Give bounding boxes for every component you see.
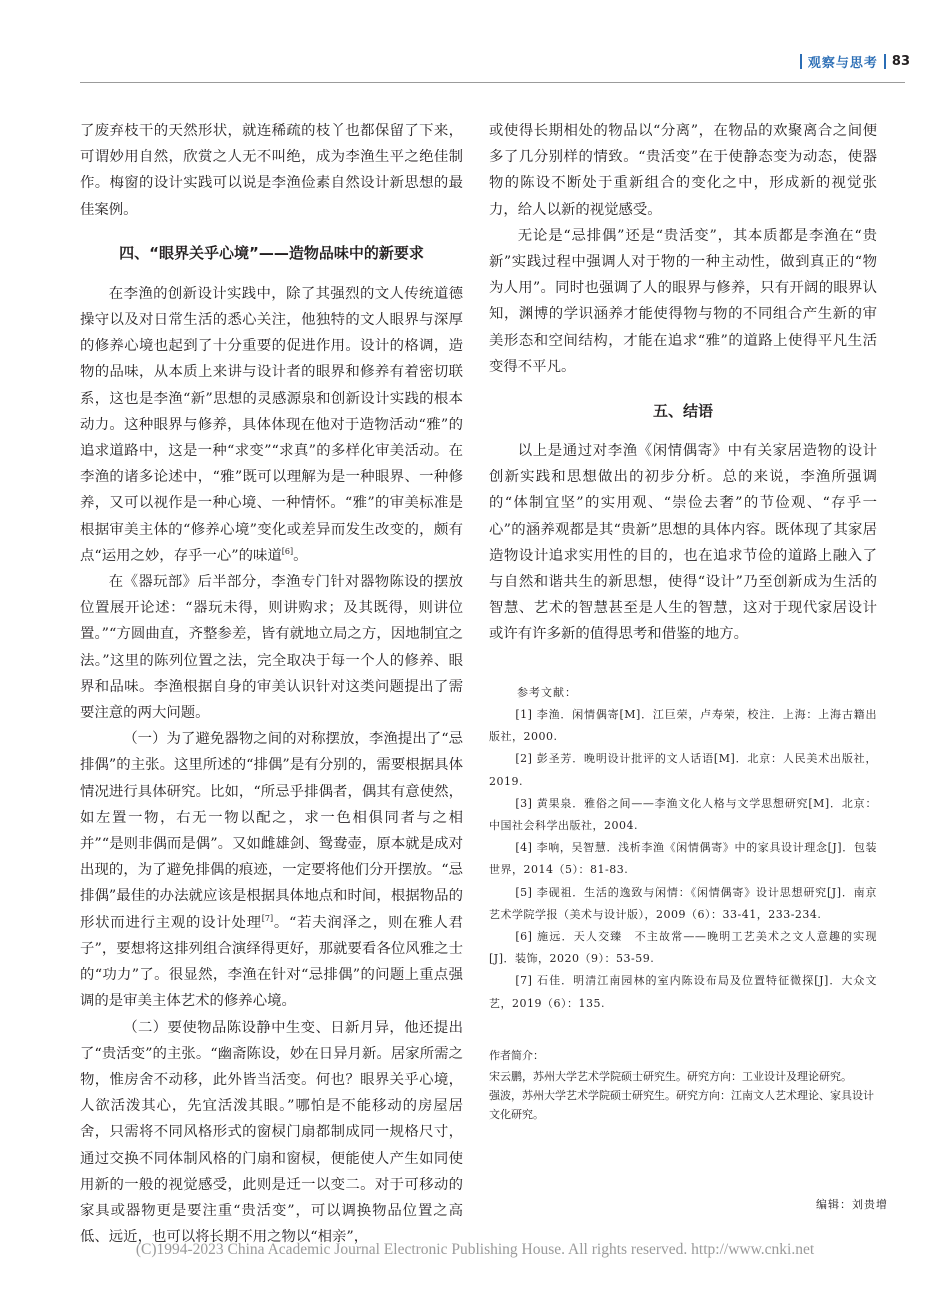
author-profile — [489, 1045, 881, 1124]
left-column — [80, 118, 463, 1250]
header-rule — [80, 82, 905, 83]
header-divider — [800, 54, 802, 69]
section-heading: 五、结语 — [652, 402, 713, 421]
citation-ref: [6] — [281, 547, 294, 557]
section-heading: 四、“眼界关乎心境”——造物品味中的新要求 — [119, 243, 424, 262]
author-profile-title: 作者简介： — [489, 1049, 544, 1062]
reference-item: [7] 石佳．明清江南园林的室内陈设布局及位置特征微探[J]．大众文艺，2019（6）：135. — [489, 974, 877, 1010]
reference-item: [4] 李响，吴智慧．浅析李渔《闲情偶寄》中的家具设计理念[J]．包装世界，2014（5）：81-83. — [489, 841, 877, 877]
body-paragraph: 或使得长期相处的物品以“分离”，在物品的欢聚离合之间便多了几分别样的情致。“贵活变”在于使静态变为动态，使器物的陈设不断处于重新组合的变化之中，形成新的视觉张力，给人以新的视觉感受。 — [489, 123, 877, 218]
journal-section-title: 观察与思考 — [807, 55, 878, 71]
right-column — [489, 118, 877, 648]
body-paragraph: 无论是“忌排偶”还是“贵活变”，其本质都是李渔在“贵新”实践过程中强调人对于物的一种主动性，做到真正的“物为人用”。同时也强调了人的眼界与修养，只有开阔的眼界认知，渊博的学识涵养才能使得物与物的不同组合产生新的审美形态和空间结构，才能在追求“雅”的道路上使得平凡生活变得不平凡。 — [489, 227, 877, 375]
reference-item: [3] 黄果泉．雅俗之间——李渔文化人格与文学思想研究[M]．北京：中国社会科学出版社，2004. — [489, 796, 877, 833]
author-entry: 强波，苏州大学艺术学院硕士研究生。研究方向：江南文人艺术理论、家具设计文化研究。 — [489, 1089, 874, 1121]
references — [489, 684, 877, 1015]
reference-item: [5] 李砚祖．生活的逸致与闲情：《闲情偶寄》设计思想研究[J]．南京艺术学院学报（美术与设计版），2009（6）：33-41，233-234. — [489, 885, 877, 921]
body-paragraph: 在李渔的创新设计实践中，除了其强烈的文人传统道德操守以及对日常生活的悉心关注，他独特的文人眼界与深厚的修养心境也起到了十分重要的促进作用。设计的格调，造物的品味，从本质上来讲与设计者的眼界和修养有着密切联系，这也是李渔“新”思想的灵感源泉和创新设计实践的根本动力。这种眼界与修养，具体体现在他对于造物活动“雅”的追求道路中，这是一种“求变”“求真”的多样化审美活动。在李渔的诸多论述中，“雅”既可以理解为是一种眼界、一种修养，又可以视作是一种心境、一种情怀。“雅”的审美标准是根据审美主体的“修养心境”变化或差异而发生改变的，颇有点“运用之妙，存乎一心”的味道[6]。 — [80, 285, 463, 564]
author-entry: 宋云鹏，苏州大学艺术学院硕士研究生。研究方向：工业设计及理论研究。 — [489, 1070, 852, 1083]
running-header — [800, 50, 910, 72]
body-paragraph: 了废弃枝干的天然形状，就连稀疏的枝丫也都保留了下来，可谓妙用自然，欣赏之人无不叫绝，成为李渔生平之绝佳制作。梅窗的设计实践可以说是李渔俭素自然设计新思想的最佳案例。 — [80, 123, 463, 218]
body-paragraph: 以上是通过对李渔《闲情偶寄》中有关家居造物的设计创新实践和思想做出的初步分析。总的来说，李渔所强调的“体制宜坚”的实用观、“崇俭去奢”的节俭观、“存乎一心”的涵养观都是其“贵新”思想的具体内容。既体现了其家居造物设计追求实用性的目的，也在追求节俭的道路上融入了与自然和谐共生的新思想，使得“设计”乃至创新成为生活的智慧、艺术的智慧甚至是人生的智慧，这对于现代家居设计或许有许多新的值得思考和借鉴的地方。 — [489, 443, 877, 643]
body-paragraph: 在《器玩部》后半部分，李渔专门针对器物陈设的摆放位置展开论述：“器玩未得，则讲购求；及其既得，则讲位置。”“方圆曲直，齐整参差，皆有就地立局之方，因地制宜之法。”这里的陈列位置之法，完全取决于每一个人的修养、眼界和品味。李渔根据自身的审美认识针对这类问题提出了需要注意的两大问题。 — [80, 574, 463, 722]
copyright-watermark: (C)1994-2023 China Academic Journal Electronic Publishing House. All rights reserved. http://www.cnki.net — [135, 1241, 815, 1258]
body-paragraph: （一）为了避免器物之间的对称摆放，李渔提出了“忌排偶”的主张。这里所述的“排偶”是有分别的，需要根据具体情况进行具体研究。比如，“所忌乎排偶者，偶其有意使然，如左置一物，右无一物以配之，求一色相俱同者与之相并”“是则非偶而是偶”。又如雌雄剑、鸳鸯壶，原本就是成对出现的，为了避免排偶的痕迹，一定要将他们分开摆放。“忌排偶”最佳的办法就应该是根据具体地点和时间，根据物品的形状而进行主观的设计处理[7]。“若夫润泽之，则在雅人君子”，要想将这排列组合演绎得更好，那就要看各位风雅之士的“功力”了。很显然，李渔在针对“忌排偶”的问题上重点强调的是审美主体艺术的修养心境。 — [80, 731, 463, 1010]
citation-ref: [7] — [261, 913, 274, 923]
editor-credit: 编辑：刘贵增 — [816, 1198, 888, 1211]
body-paragraph: （二）要使物品陈设静中生变、日新月异，他还提出了“贵活变”的主张。“幽斋陈设，妙在日异月新。居家所需之物，惟房舍不动移，此外皆当活变。何也？眼界关乎心境，人欲活泼其心，先宜活泼其眼。”哪怕是不能移动的房屋居舍，只需将不同风格形式的窗棂门扇都制成同一规格尺寸，通过交换不同体制风格的门扇和窗棂，便能使人产生如同使用新的一般的视觉感受，此则是迁一以变二。对于可移动的家具或器物更是要注重“贵活变”，可以调换物品位置之高低、远近，也可以将长期不用之物以“相亲”， — [80, 1019, 463, 1246]
reference-item: [1] 李渔．闲情偶寄[M]．江巨荣，卢寿荣，校注．上海：上海古籍出版社，2000. — [489, 708, 877, 744]
header-divider — [884, 54, 886, 69]
reference-item: [6] 施远．天人交臻 不主故常——晚明工艺美术之文人意趣的实现[J]．装饰，2020（9）：53-59. — [489, 930, 877, 966]
reference-item: [2] 彭圣芳．晚明设计批评的文人话语[M]．北京：人民美术出版社，2019. — [489, 752, 877, 788]
references-title: 参考文献： — [517, 686, 577, 699]
page-number: 83 — [891, 53, 910, 69]
